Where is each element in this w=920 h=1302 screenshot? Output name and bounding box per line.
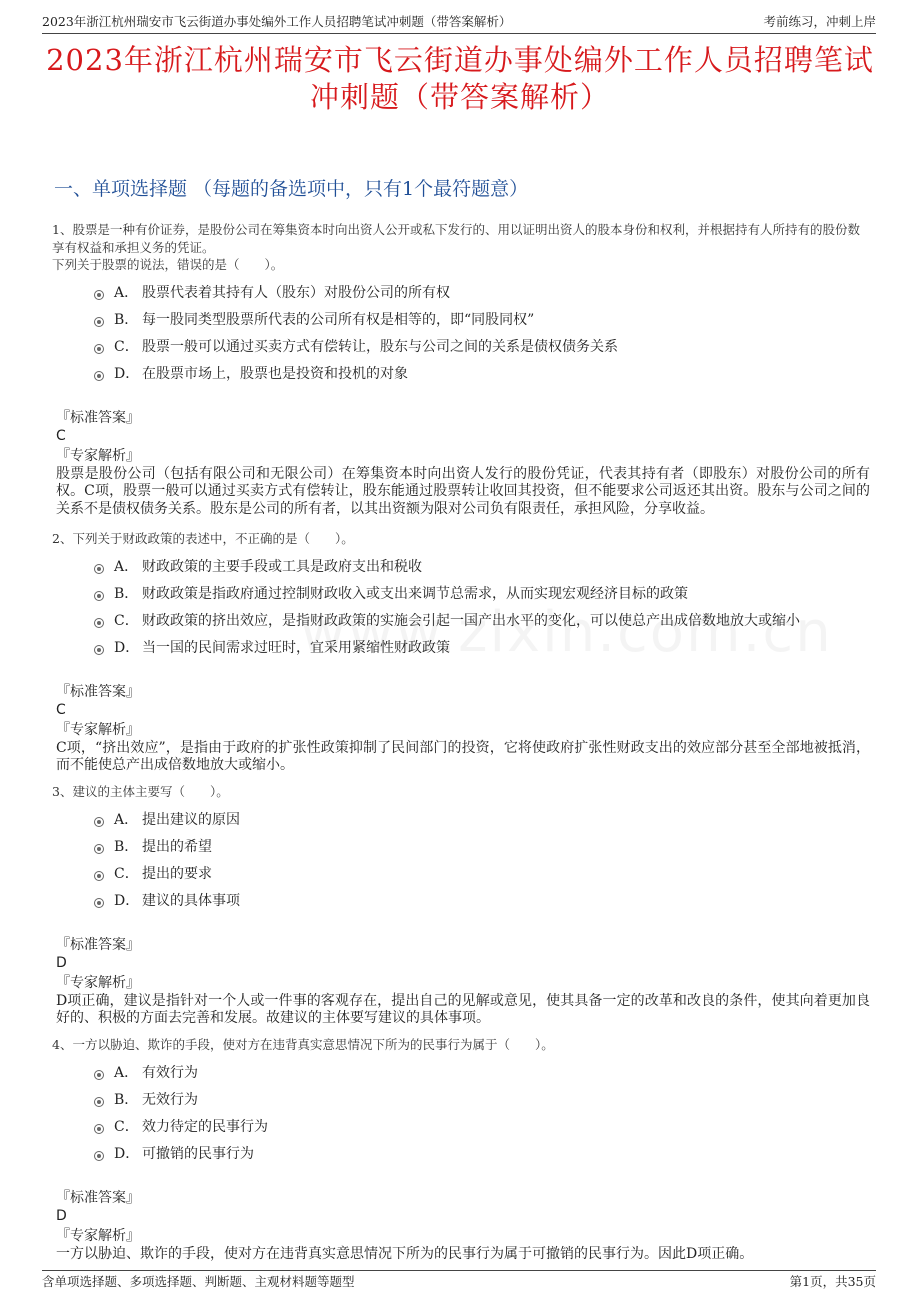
option-b[interactable]: B． 每一股同类型股票所代表的公司所有权是相等的，即“同股同权” [52,308,870,335]
answer-value: C [56,427,66,444]
question-stem: 4、一方以胁迫、欺诈的手段，使对方在违背真实意思情况下所为的民事行为属于（ ）。 [52,1037,554,1052]
question-2 [52,530,870,775]
option-c[interactable]: C． 提出的要求 [52,862,870,889]
radio-icon[interactable] [94,317,104,327]
radio-icon[interactable] [94,645,104,655]
analysis-text: 一方以胁迫、欺诈的手段，使对方在违背真实意思情况下所为的民事行为属于可撤销的民事行为。因此D项正确。 [56,1245,754,1262]
question-prompt: 下列关于股票的说法，错误的是（ ）。 [52,257,284,272]
radio-icon[interactable] [94,371,104,381]
option-d[interactable]: D． 可撤销的民事行为 [52,1142,870,1169]
option-list [52,1061,870,1169]
question-stem: 2、下列关于财政政策的表述中，不正确的是（ ）。 [52,531,354,546]
analysis-label: 『专家解析』 [56,1227,140,1244]
option-c[interactable]: C． 财政政策的挤出效应，是指财政政策的实施会引起一国产出水平的变化，可以使总产出成倍数地放大或缩小 [52,609,870,636]
option-list [52,555,870,663]
radio-icon[interactable] [94,817,104,827]
question-stem: 1、股票是一种有价证券，是股份公司在筹集资本时向出资人公开或私下发行的、用以证明出资人的股本身份和权利，并根据持有人所持有的股份数享有权益和承担义务的凭证。 [52,222,860,255]
question-1 [52,221,870,518]
option-b[interactable]: B． 无效行为 [52,1088,870,1115]
radio-icon[interactable] [94,344,104,354]
radio-icon[interactable] [94,1151,104,1161]
radio-icon[interactable] [94,591,104,601]
radio-icon[interactable] [94,618,104,628]
radio-icon[interactable] [94,1124,104,1134]
option-c[interactable]: C． 效力待定的民事行为 [52,1115,870,1142]
option-a[interactable]: A． 提出建议的原因 [52,808,870,835]
option-list [52,808,870,916]
analysis-label: 『专家解析』 [56,447,140,464]
radio-icon[interactable] [94,871,104,881]
header-doc-title: 2023年浙江杭州瑞安市飞云街道办事处编外工作人员招聘笔试冲刺题（带答案解析） [42,14,512,29]
radio-icon[interactable] [94,564,104,574]
option-a[interactable]: A． 财政政策的主要手段或工具是政府支出和税收 [52,555,870,582]
option-b[interactable]: B． 财政政策是指政府通过控制财政收入或支出来调节总需求，从而实现宏观经济目标的政策 [52,582,870,609]
answer-value: C [56,701,66,718]
footer-question-types: 含单项选择题、多项选择题、判断题、主观材料题等题型 [42,1274,355,1289]
section-heading: 一、单项选择题 （每题的备选项中，只有1个最符题意） [54,178,529,200]
answer-label: 『标准答案』 [56,1189,140,1206]
option-list [52,281,870,389]
radio-icon[interactable] [94,290,104,300]
answer-label: 『标准答案』 [56,936,140,953]
analysis-text: D项正确，建议是指针对一个人或一件事的客观存在，提出自己的见解或意见，使其具备一定的改革和改良的条件，使其向着更加良好的、积极的方面去完善和发展。故建议的主体要写建议的具体事项。 [56,992,870,1026]
option-a[interactable]: A． 有效行为 [52,1061,870,1088]
option-a[interactable]: A． 股票代表着其持有人（股东）对股份公司的所有权 [52,281,870,308]
page-header [42,13,876,34]
option-b[interactable]: B． 提出的希望 [52,835,870,862]
analysis-text: 股票是股份公司（包括有限公司和无限公司）在筹集资本时向出资人发行的股份凭证，代表其持有者（即股东）对股份公司的所有权。C项，股票一般可以通过买卖方式有偿转让，股东能通过股票转让收回其投资，但不能要求公司返还其出资。股东与公司之间的关系不是债权债务关系。股东是公司的所有者，以其出资额为限对公司负有限责任，承担风险，分享收益。 [56,465,870,517]
radio-icon[interactable] [94,844,104,854]
page-footer [42,1270,876,1291]
radio-icon[interactable] [94,1070,104,1080]
page-title: 2023年浙江杭州瑞安市飞云街道办事处编外工作人员招聘笔试冲刺题（带答案解析） [46,43,874,114]
question-4 [52,1036,870,1263]
question-3 [52,783,870,1028]
analysis-text: C项，“挤出效应”，是指由于政府的扩张性政策抑制了民间部门的投资，它将使政府扩张性财政支出的效应部分甚至全部地被抵消，而不能使总产出成倍数地放大或缩小。 [56,739,870,773]
answer-label: 『标准答案』 [56,409,140,426]
question-stem: 3、建议的主体主要写（ ）。 [52,784,229,799]
radio-icon[interactable] [94,1097,104,1107]
analysis-label: 『专家解析』 [56,721,140,738]
option-c[interactable]: C． 股票一般可以通过买卖方式有偿转让，股东与公司之间的关系是债权债务关系 [52,335,870,362]
option-d[interactable]: D． 当一国的民间需求过旺时，宜采用紧缩性财政政策 [52,636,870,663]
answer-value: D [56,1207,67,1224]
option-d[interactable]: D． 建议的具体事项 [52,889,870,916]
answer-label: 『标准答案』 [56,683,140,700]
radio-icon[interactable] [94,898,104,908]
answer-value: D [56,954,67,971]
header-slogan: 考前练习，冲刺上岸 [763,14,876,29]
analysis-label: 『专家解析』 [56,974,140,991]
option-d[interactable]: D． 在股票市场上，股票也是投资和投机的对象 [52,362,870,389]
footer-page-number: 第1页，共35页 [789,1274,876,1289]
